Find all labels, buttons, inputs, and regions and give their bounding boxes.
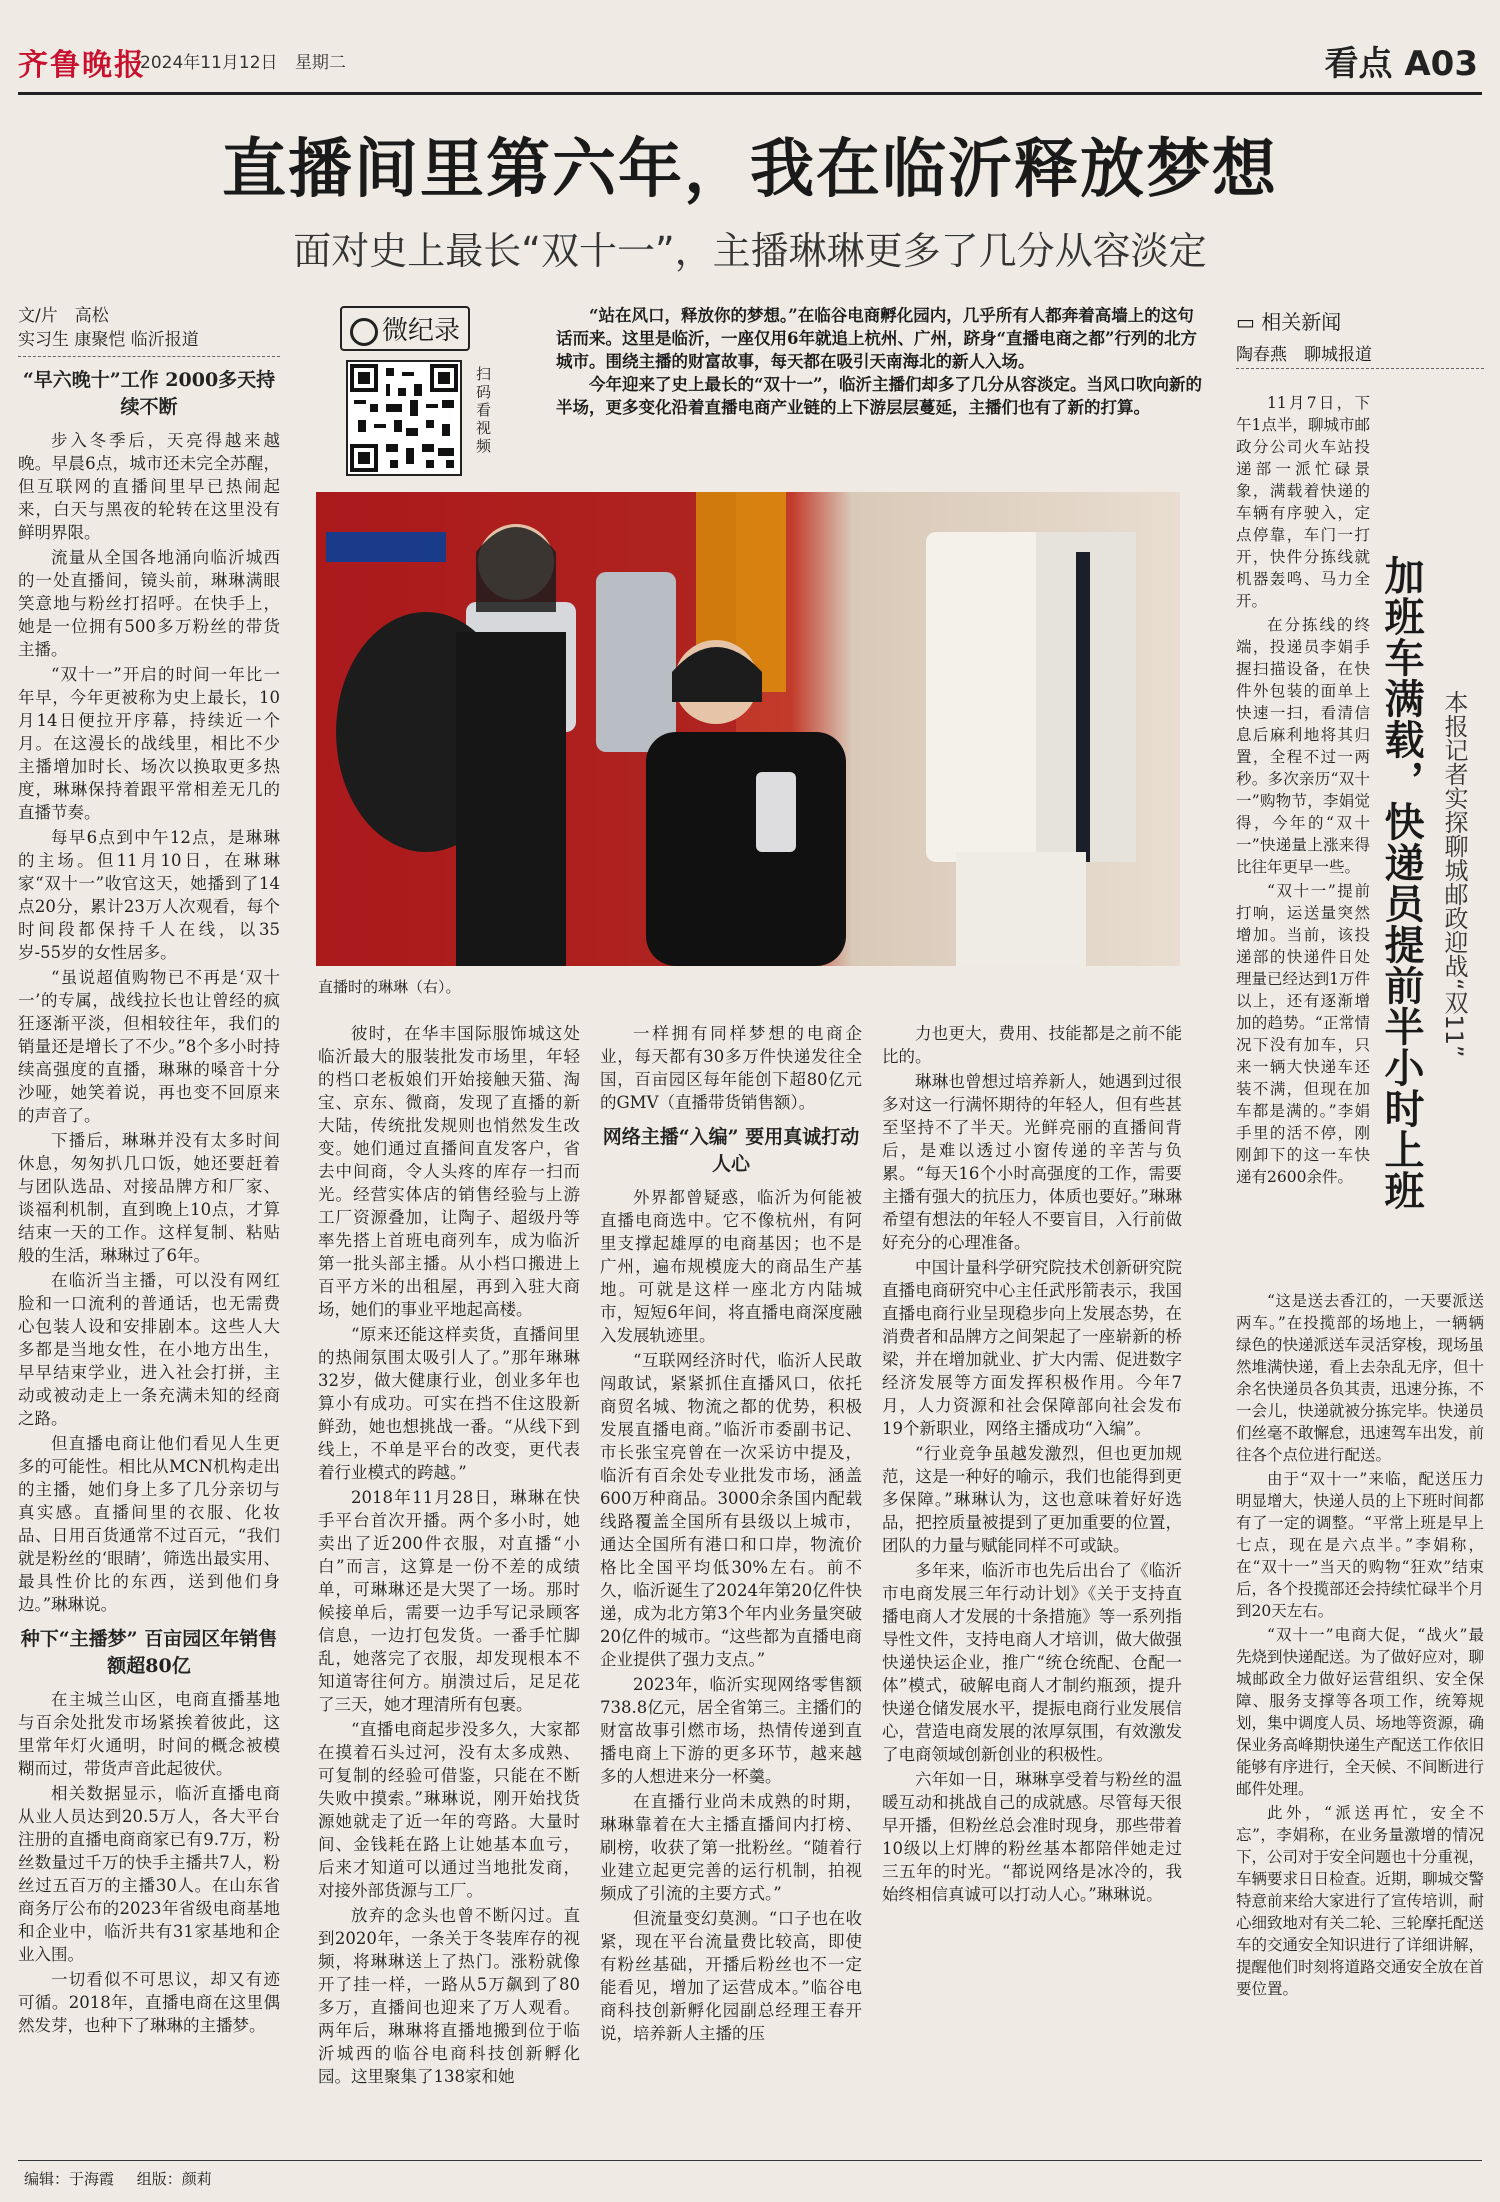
- paragraph: “双十一”提前打响，运送量突然增加。当前，该投递部的快递件日处理量已经达到1万件以上，还有逐渐增加的趋势。“正常情况下没有加车，只来一辆大快递车还装不满，但现在加车都是满的。”李娟手里的活不停，刚刚卸下的这一车快递有2600余件。: [1236, 882, 1370, 1186]
- article-intro: [556, 304, 1206, 419]
- paragraph: 下播后，琳琳并没有太多时间休息，匆匆扒几口饭，她还要赶着与团队选品、对接品牌方和厂家、谈福利机制，直到晚上10点，才算结束一天的工作。这样复制、粘贴般的生活，琳琳过了6年。: [18, 1131, 280, 1265]
- paragraph: 中国计量科学研究院技术创新研究院直播电商研究中心主任武彤箭表示，我国直播电商行业呈现稳步向上发展态势，在消费者和品牌方之间架起了一座崭新的桥梁，并在增加就业、扩大内需、促进数字经济发展等方面发挥积极作用。今年7月，人力资源和社会保障部向社会发布19个新职业，网络主播成功“入编”。: [882, 1258, 1182, 1438]
- intro-paragraph: 今年迎来了史上最长的“双十一”，临沂主播们却多了几分从容淡定。当风口吹向新的半场，更多变化沿着直播电商产业链的上下游层层蔓延，主播们也有了新的打算。: [556, 375, 1202, 417]
- paragraph: 外界都曾疑惑，临沂为何能被直播电商选中。它不像杭州，有阿里支撑起雄厚的电商基因；也不是广州，遍布规模庞大的商品生产基地。可就是这样一座北方内陆城市，短短6年间，将直播电商深度融入发展轨迹里。: [600, 1188, 862, 1345]
- section-heading-2: 种下“主播梦” 百亩园区年销售额超80亿: [20, 1628, 278, 1677]
- related-column-bottom: [1236, 1290, 1484, 2002]
- paragraph: 2018年11月28日，琳琳在快手平台首次开播。两个多小时，她卖出了近200件衣服，对直播“小白”而言，这算是一份不差的成绩单，可琳琳还是大哭了一场。那时候接单后，需要一边手写记录顾客信息，一边打包发货。一番手忙脚乱，她落完了衣服，却发现根本不知道寄往何方。崩溃过后，足足花了三天，她才理清所有包裹。: [318, 1488, 580, 1714]
- section-heading-3: 网络主播“入编” 要用真诚打动人心: [602, 1126, 860, 1175]
- paragraph: 一切看似不可思议，却又有迹可循。2018年，直播电商在这里偶然发芽，也种下了琳琳的主播梦。: [18, 1970, 280, 2035]
- paragraph: “双十一”开启的时间一年比一年早，今年更被称为史上最长，10月14日便拉开序幕，持续近一个月。在这漫长的战线里，相比不少主播增加时长、场次以换取更多热度，琳琳保持着跟平常相差无几的直播节奏。: [18, 665, 280, 822]
- section-heading-1: “早六晚十”工作 2000多天持续不断: [22, 369, 276, 418]
- headline: 直播间里第六年，我在临沂释放梦想: [222, 133, 1278, 207]
- paragraph: 放弃的念头也曾不断闪过。直到2020年，一条关于冬装库存的视频，将琳琳送上了热门。涨粉就像开了挂一样，一路从5万飙到了80多万，直播间也迎来了万人观看。两年后，琳琳将直播地搬到位于临沂城西的临谷电商科技创新孵化园。这里聚集了138家和她: [318, 1906, 580, 2086]
- byline-author: 文/片 高松: [18, 306, 109, 326]
- paragraph: “直播电商起步没多久，大家都在摸着石头过河，没有太多成熟、可复制的经验可借鉴，只能在不断失败中摸索。”琳琳说，刚开始找货源她就走了近一年的弯路。大量时间、金钱耗在路上让她基本血亏，后来才知道可以通过当地批发商，对接外部货源与工厂。: [318, 1720, 580, 1900]
- designer-credit: 组版：颜莉: [136, 2170, 212, 2188]
- qr-code[interactable]: [346, 360, 462, 476]
- paragraph: 力也更大，费用、技能都是之前不能比的。: [882, 1024, 1182, 1066]
- column-2: [318, 1022, 580, 2090]
- paragraph: 2023年，临沂实现网络零售额738.8亿元，居全省第三。主播们的财富故事引燃市场，热情传递到直播电商上下游的更多环节，越来越多的人想进来分一杯羹。: [600, 1675, 862, 1786]
- paragraph: 在主城兰山区，电商直播基地与百余处批发市场紧挨着彼此，这里常年灯火通明，时间的概念被模糊而过，带货声音此起彼伏。: [18, 1690, 280, 1778]
- subheadline: 面对史上最长“双十一”，主播琳琳更多了几分从容淡定: [293, 229, 1207, 273]
- photo-caption: 直播时的琳琳（右）。: [318, 978, 461, 996]
- paragraph: “这是送去香江的，一天要派送两车。”在投揽部的场地上，一辆辆绿色的快递派送车灵活穿梭，现场虽然堆满快递，看上去杂乱无序，但十余名快递员各负其责，迅速分拣，不一会儿，快递就被分拣完毕。快递员们丝毫不敢懈怠，迅速驾车出发，前往各个点位进行配送。: [1236, 1292, 1485, 1464]
- date-text: 2024年11月12日: [140, 53, 278, 73]
- top-divider: [18, 92, 1482, 95]
- paragraph: 六年如一日，琳琳享受着与粉丝的温暖互动和挑战自己的成就感。尽管每天很早开播，但粉丝总会准时现身，那些带着10级以上灯牌的粉丝基本都陪伴她走过三五年的时光。“都说网络是冰冷的，我始终相信真诚可以打动人心。”琳琳说。: [882, 1770, 1182, 1904]
- related-subtitle: 本报记者实探聊城邮政迎战“双11”: [1440, 690, 1468, 1058]
- related-column-top: [1236, 392, 1370, 1190]
- paragraph: 但流量变幻莫测。“口子也在收紧，现在平台流量费比较高，即使有粉丝基础，开播后粉丝也不一定能看见，增加了运营成本。”临谷电商科技创新孵化园副总经理王春开说，培养新人主播的压: [600, 1909, 862, 2043]
- paragraph: 此外，“派送再忙，安全不忘”，李娟称，在业务量激增的情况下，公司对于安全问题也十分重视，车辆要求日日检查。近期，聊城交警特意前来给大家进行了宣传培训，耐心细致地对有关二轮、三轮摩托配送车的交通安全知识进行了详细讲解，提醒他们时刻将道路交通安全放在首要位置。: [1236, 1804, 1485, 1998]
- paragraph: 在直播行业尚未成熟的时期，琳琳靠着在大主播直播间内打榜、刷榜，收获了第一批粉丝。“随着行业建立起更完善的运行机制，拍视频成了引流的主要方式。”: [600, 1792, 862, 1903]
- intro-paragraph: “站在风口，释放你的梦想。”在临谷电商孵化园内，几乎所有人都奔着高墙上的这句话而来。这里是临沂，一座仅用6年就追上杭州、广州，跻身“直播电商之都”行列的北方城市。围绕主播的财富故事，每天都在吸引天南海北的新人入场。: [556, 306, 1197, 371]
- paragraph: 由于“双十一”来临，配送压力明显增大，快递人员的上下班时间都有了一定的调整。“平常上班是早上七点，现在是六点半。”李娟称，在“双十一”当天的购物“狂欢”结束后，各个投揽部还会持续忙碌半个月到20天左右。: [1236, 1470, 1485, 1620]
- paragraph: “行业竞争虽越发激烈，但也更加规范，这是一种好的喻示，我们也能得到更多保障。”琳琳认为，这也意味着好好选品，把控质量被提到了更加重要的位置，团队的力量与赋能同样不可或缺。: [882, 1444, 1182, 1555]
- paragraph: “双十一”电商大促，“战火”最先烧到快递配送。为了做好应对，聊城邮政全力做好运营组织、安全保障、服务支撑等各项工作，统筹规划，集中调度人员、场地等资源，确保业务高峰期快递生产配送工作依旧能够有序进行，全天候、不间断进行邮件处理。: [1236, 1626, 1485, 1798]
- paragraph: 步入冬季后，天亮得越来越晚。早晨6点，城市还未完全苏醒，但互联网的直播间里早已热闹起来，白天与黑夜的轮转在这里没有鲜明界限。: [18, 431, 280, 542]
- paragraph: 但直播电商让他们看见人生更多的可能性。相比从MCN机构走出的主播，她们身上多了几分亲切与真实感。直播间里的衣服、化妆品、日用百货通常不过百元，“我们就是粉丝的‘眼睛’，筛选出最实用、最具性价比的东西，送到他们身边。”琳琳说。: [18, 1434, 280, 1614]
- related-byline: 陶春燕 聊城报道: [1236, 340, 1484, 369]
- editor-credit: 编辑：于海霞: [24, 2170, 115, 2188]
- paragraph: “虽说超值购物已不再是‘双十一’的专属，战线拉长也让曾经的疯狂逐渐平淡，但相较往年，我们的销量还是增长了不少。”8个多小时持续高强度的直播，琳琳的嗓音十分沙哑，她笑着说，再也变不回原来的声音了。: [18, 968, 280, 1125]
- related-news-label: ▭ 相关新闻: [1236, 310, 1342, 334]
- paragraph: 彼时，在华丰国际服饰城这处临沂最大的服装批发市场里，年轻的档口老板娘们开始接触天猫、淘宝、京东、微商，发现了直播的新大陆，传统批发规则也悄然发生改变。她们通过直播间直发客户，省去中间商，令人头疼的库存一扫而光。经营实体店的销售经验与上游工厂资源叠加，让陶子、超级丹等率先搭上首班电商列车，成为临沂第一批头部主播。从小档口搬进上百平方米的出租屋，再到入驻大商场，她们的事业平地起高楼。: [318, 1024, 580, 1319]
- video-badge: [340, 306, 550, 351]
- article-photo: [316, 492, 1180, 966]
- paragraph: “互联网经济时代，临沂人民敢闯敢试，紧紧抓住直播风口，依托商贸名城、物流之都的优势，积极发展直播电商。”临沂市委副书记、市长张宝亮曾在一次采访中提及，临沂有百余处专业批发市场，涵盖600万种商品。3000余条国内配载线路覆盖全国所有县级以上城市，通达全国所有港口和口岸，物流价格比全国平均低30%左右。前不久，临沂诞生了2024年第20亿件快递，成为北方第3个年内业务量突破20亿件的城市。“这些都为直播电商企业提供了强力支点。”: [600, 1351, 862, 1669]
- paragraph: “原来还能这样卖货，直播间里的热闹氛围太吸引人了。”那年琳琳32岁，做大健康行业，创业多年也算小有成功。可实在挡不住这股新鲜劲，她也想挑战一番。“从线下到线上，不单是平台的改变，更代表着行业模式的跨越。”: [318, 1325, 580, 1482]
- paragraph: 在临沂当主播，可以没有网红脸和一口流利的普通话，也无需费心包装人设和安排剧本。这些人大多都是当地女性，在小地方出生，早早结束学业，进入社会打拼，主动或被动走上一条充满未知的经商之路。: [18, 1271, 280, 1428]
- video-label-box: [340, 306, 470, 351]
- bottom-divider: [18, 2160, 1482, 2161]
- video-label: 微纪录: [382, 316, 461, 346]
- paragraph: 琳琳也曾想过培养新人，她遇到过很多对这一行满怀期待的年轻人，但有些甚至坚持不了半天。光鲜亮丽的直播间背后，是难以透过小窗传递的辛苦与负累。“每天16个小时高强度的工作，需要主播有强大的抗压力，体质也要好。”琳琳希望有想法的年轻人不要盲目，入行前做好充分的心理准备。: [882, 1072, 1182, 1252]
- paragraph: 相关数据显示，临沂直播电商从业人员达到20.5万人，各大平台注册的直播电商商家已有9.7万，粉丝数量过千万的快手主播共7人，粉丝过五百万的主播30人。在山东省商务厅公布的2023年省级电商基地和企业中，临沂共有31家基地和企业入围。: [18, 1784, 280, 1964]
- paragraph: 流量从全国各地涌向临沂城西的一处直播间，镜头前，琳琳满眼笑意地与粉丝打招呼。在快手上，她是一位拥有500多万粉丝的带货主播。: [18, 548, 280, 659]
- related-title: 加班车满载，快递员提前半小时上班: [1378, 555, 1424, 1211]
- paragraph: 一样拥有同样梦想的电商企业，每天都有30多万件快递发往全国，百亩园区每年能创下超80亿元的GMV（直播带货销售额）。: [600, 1024, 862, 1112]
- byline: [18, 304, 280, 357]
- paragraph: 11月7日，下午1点半，聊城市邮政分公司火车站投递部一派忙碌景象，满载着快递的车辆有序驶入，定点停靠，车门一打开，快件分拣线就机器轰鸣、马力全开。: [1236, 394, 1370, 610]
- byline-reporter: 实习生 康聚恺 临沂报道: [18, 330, 199, 350]
- paragraph: 多年来，临沂市也先后出台了《临沂市电商发展三年行动计划》《关于支持直播电商人才发展的十条措施》等一系列指导性文件，支持电商人才培训，做大做强快递快运企业，推广“统仓统配、仓配一体”模式，破解电商人才制约瓶颈，提升快递仓储发展水平，提振电商行业发展信心，营造电商发展的浓厚氛围，有效激发了电商领域创新创业的积极性。: [882, 1561, 1182, 1764]
- newspaper-logo: 齐鲁晚报: [18, 48, 146, 83]
- qr-caption: 扫码看视频: [476, 365, 492, 455]
- issue-date: [140, 48, 358, 73]
- page-label: 看点 A03: [1324, 44, 1478, 84]
- column-3: [600, 1022, 862, 2047]
- paragraph: 每早6点到中午12点，是琳琳的主场。但11月10日，在琳琳家“双十一”收官这天，她播到了14点20分，累计23万人次观看，每个时间段都保持千人在线，以35岁-55岁的女性居多。: [18, 828, 280, 962]
- weekday-text: 星期二: [294, 53, 346, 73]
- column-1: [18, 304, 280, 2039]
- camera-icon: [350, 318, 378, 346]
- paragraph: 在分拣线的终端，投递员李娟手握扫描设备，在快件外包装的面单上快速一扫，看清信息后麻利地将其归置，全程不过一两秒。多次亲历“双十一”购物节，李娟觉得，今年的“双十一”快递量上涨来得比往年更早一些。: [1236, 616, 1370, 876]
- column-4: [882, 1022, 1182, 1908]
- related-label-text: 相关新闻: [1261, 310, 1342, 334]
- footer-credits: [24, 2168, 230, 2189]
